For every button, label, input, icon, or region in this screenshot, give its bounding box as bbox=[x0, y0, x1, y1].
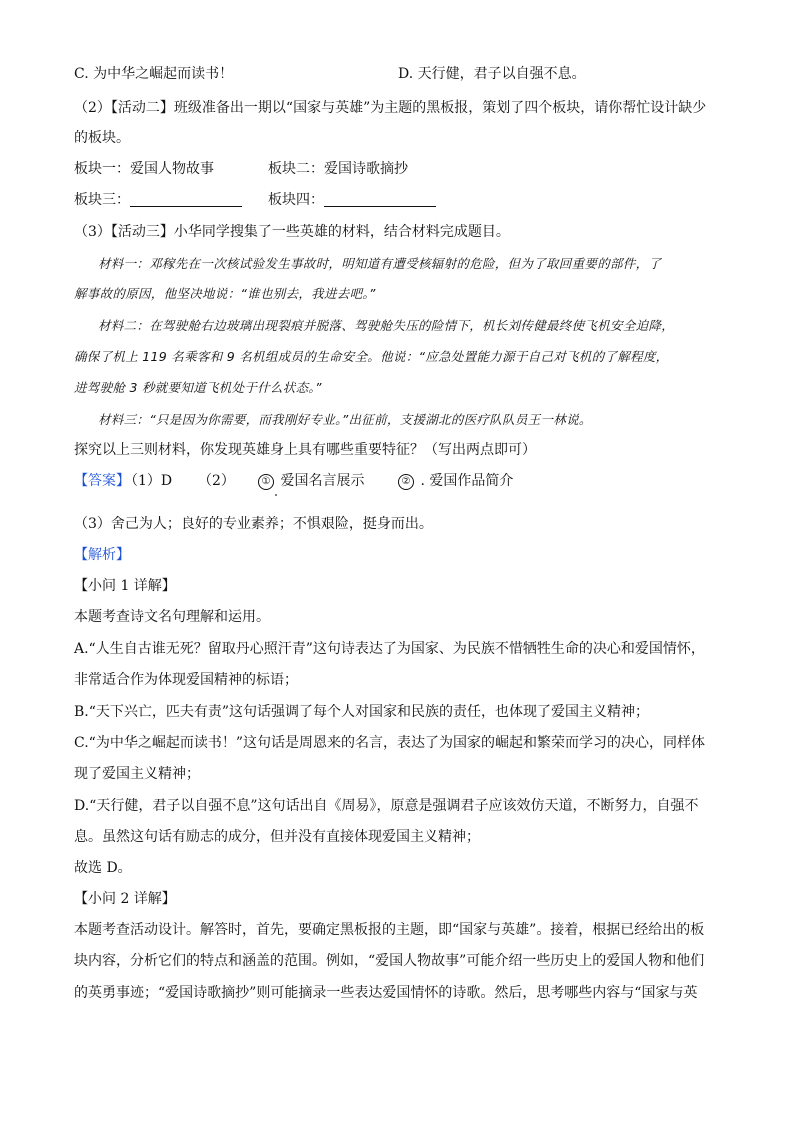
section-1-title: 【小问 1 详解】 bbox=[74, 578, 176, 594]
block-4-blank bbox=[324, 192, 436, 207]
answer-tag: 【答案】 bbox=[74, 473, 130, 489]
block-1: 板块一：爱国人物故事 bbox=[74, 161, 214, 177]
answer-2-item-1 bbox=[258, 471, 364, 491]
section-2-line-2: 块内容，分析它们的特点和涵盖的范围。例如，“爱国人物故事”可能介绍一些历史上的爱国人物和他们 bbox=[74, 953, 705, 969]
section-2-line-3: 的英勇事迹；“爱国诗歌摘抄”则可能摘录一些表达爱国情怀的诗歌。然后，思考哪些内容与“国家与英 bbox=[74, 985, 698, 1001]
answer-3: （3）舍己为人；良好的专业素养；不惧艰险，挺身而出。 bbox=[74, 516, 433, 532]
section-1-line-5: C.“为中华之崛起而读书！”这句话是周恩来的名言，表达了为国家的崛起和繁荣而学习的决心，同样体 bbox=[74, 735, 705, 751]
block-3-label: 板块三： bbox=[74, 192, 130, 208]
circle-number-2: ② bbox=[398, 474, 414, 490]
answer-2: （2） bbox=[198, 473, 235, 489]
q3-line-1: （3）【活动三】小华同学搜集了一些英雄的材料，结合材料完成题目。 bbox=[74, 224, 510, 240]
section-1-line-6: 现了爱国主义精神； bbox=[74, 766, 200, 782]
material-2-line-1: 材料二：在驾驶舱右边玻璃出现裂痕并脱落、驾驶舱失压的险情下，机长刘传健最终使飞机安全迫降， bbox=[98, 318, 675, 333]
material-1-line-1: 材料一：邓稼先在一次核试验发生事故时，明知道有遭受核辐射的危险，但为了取回重要的部件，了 bbox=[98, 256, 662, 271]
answer-1: （1）D bbox=[124, 473, 173, 489]
section-1-line-2: A.“人生自古谁无死？留取丹心照汗青”这句诗表达了为国家、为民族不惜牺牲生命的决心和爱国情怀， bbox=[74, 641, 705, 657]
block-3 bbox=[74, 190, 242, 210]
option-d: D. 天行健，君子以自强不息。 bbox=[398, 66, 586, 82]
q2-line-2: 的板块。 bbox=[74, 130, 130, 146]
q3-question: 探究以上三则材料，你发现英雄身上具有哪些重要特征？（写出两点即可） bbox=[74, 442, 536, 458]
stray-dot bbox=[275, 494, 277, 496]
material-1-line-2: 解事故的原因，他坚决地说：“谁也别去，我进去吧。” bbox=[74, 286, 376, 301]
material-2-line-2: 确保了机上 119 名乘客和 9 名机组成员的生命安全。他说：“应急处置能力源于自己对飞机的了解程度， bbox=[74, 349, 669, 364]
option-c: C. 为中华之崛起而读书！ bbox=[74, 66, 234, 82]
section-2-line-1: 本题考查活动设计。解答时，首先，要确定黑板报的主题，即“国家与英雄”。接着，根据已经给出的板 bbox=[74, 922, 705, 938]
answer-2-item-2-text: . 爱国作品简介 bbox=[420, 473, 514, 489]
answer-2-item-2 bbox=[398, 471, 513, 491]
answer-2-item-1-text: 爱国名言展示 bbox=[280, 473, 365, 489]
block-2: 板块二：爱国诗歌摘抄 bbox=[268, 161, 408, 177]
section-1-line-8: 息。虽然这句话有励志的成分，但并没有直接体现爱国主义精神； bbox=[74, 829, 480, 845]
analysis-tag: 【解析】 bbox=[74, 547, 130, 563]
q2-line-1: （2）【活动二】班级准备出一期以“国家与英雄”为主题的黑板报，策划了四个板块，请你帮忙设计缺少 bbox=[74, 100, 707, 116]
section-2-title: 【小问 2 详解】 bbox=[74, 891, 176, 907]
section-1-line-1: 本题考查诗文名句理解和运用。 bbox=[74, 609, 270, 625]
material-2-line-3: 进驾驶舱 3 秒就要知道飞机处于什么状态。” bbox=[74, 380, 322, 395]
section-1-line-9: 故选 D。 bbox=[74, 860, 132, 876]
section-1-line-7: D.“天行健，君子以自强不息”这句话出自《周易》，原意是强调君子应该效仿天道，不断努力，自强不 bbox=[74, 798, 699, 814]
circle-number-1: ① bbox=[258, 474, 274, 490]
block-4 bbox=[268, 190, 436, 210]
block-3-blank bbox=[130, 192, 242, 207]
block-4-label: 板块四： bbox=[268, 192, 324, 208]
section-1-line-4: B.“天下兴亡，匹夫有责”这句话强调了每个人对国家和民族的责任，也体现了爱国主义精神； bbox=[74, 704, 650, 720]
section-1-line-3: 非常适合作为体现爱国精神的标语； bbox=[74, 672, 298, 688]
material-3: 材料三：“只是因为你需要，而我刚好专业。”出征前，支援湖北的医疗队队员王一林说。 bbox=[98, 412, 592, 427]
